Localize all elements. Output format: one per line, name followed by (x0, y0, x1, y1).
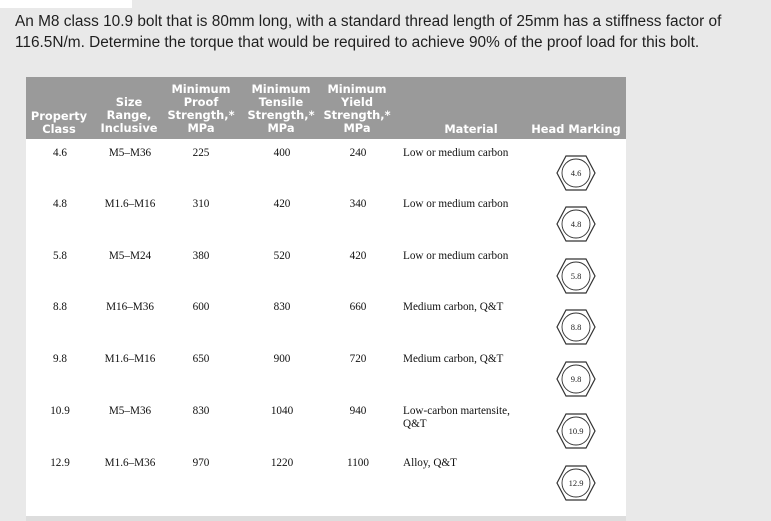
cell-property-class: 9.8 (53, 353, 67, 365)
header-property-class: Property Class (30, 109, 88, 136)
cell-property-class: 12.9 (50, 457, 70, 469)
cell-property-class: 8.8 (53, 301, 67, 313)
cell-property-class: 5.8 (53, 250, 67, 262)
cell-tensile: 1040 (270, 405, 294, 417)
cell-tensile: 900 (273, 353, 291, 365)
head-marking-hex-icon (556, 206, 596, 242)
table-row (26, 147, 626, 198)
table-row (26, 301, 626, 352)
header-proof-strength: Minimum Proof Strength,* MPa (167, 82, 235, 135)
table-row (26, 198, 626, 249)
question-text: An M8 class 10.9 bolt that is 80mm long, with a standard thread length of 25mm has a stiffness factor of 116.5N/m. Determine the torque that would be required to achieve 90% of the proof load for this bolt. (15, 13, 722, 51)
cell-tensile: 520 (273, 250, 291, 262)
cell-material: Low-carbon martensite, Q&T (403, 405, 510, 430)
cell-material: Alloy, Q&T (403, 457, 457, 469)
head-marking-hex-icon (556, 309, 596, 345)
head-marking-hex-icon (556, 361, 596, 397)
cell-yield: 240 (349, 147, 367, 159)
cell-proof: 600 (192, 301, 210, 313)
head-marking-hex-icon (556, 258, 596, 294)
table-row (26, 250, 626, 301)
table-row (26, 405, 626, 456)
cell-size-range: M5–M24 (108, 250, 152, 262)
cell-material: Low or medium carbon (403, 147, 509, 159)
cell-tensile: 830 (273, 301, 291, 313)
head-marking-label: 8.8 (570, 322, 582, 332)
cell-yield: 1100 (347, 457, 369, 469)
cell-tensile: 1220 (270, 457, 294, 469)
cell-material: Medium carbon, Q&T (403, 353, 504, 365)
cell-size-range: M16–M36 (106, 301, 154, 313)
head-marking-label: 10.9 (568, 426, 584, 436)
table-row (26, 353, 626, 404)
cell-proof: 225 (192, 147, 210, 159)
cell-property-class: 4.8 (53, 198, 67, 210)
cell-yield: 940 (349, 405, 367, 417)
cell-proof: 830 (192, 405, 210, 417)
header-head-marking: Head Marking (531, 122, 621, 136)
cell-proof: 380 (192, 250, 210, 262)
top-tab-strip (0, 0, 132, 8)
head-marking-hex-icon (556, 413, 596, 449)
cell-tensile: 420 (273, 198, 291, 210)
head-marking-label: 12.9 (568, 478, 584, 488)
cell-proof: 970 (192, 457, 210, 469)
cell-material: Low or medium carbon (403, 198, 509, 210)
cell-property-class: 4.6 (53, 147, 67, 159)
cell-size-range: M1.6–M36 (104, 457, 156, 469)
bottom-strip (26, 516, 626, 521)
bolt-property-table (26, 77, 626, 521)
header-tensile-strength: Minimum Tensile Strength,* MPa (247, 82, 315, 135)
head-marking-hex-icon (556, 465, 596, 501)
cell-tensile: 400 (273, 147, 291, 159)
cell-size-range: M1.6–M16 (104, 353, 156, 365)
header-material: Material (444, 122, 498, 136)
cell-yield: 340 (349, 198, 367, 210)
cell-yield: 420 (349, 250, 367, 262)
head-marking-hex-icon (556, 155, 596, 191)
table-header (26, 77, 626, 139)
cell-yield: 660 (349, 301, 367, 313)
head-marking-label: 4.8 (570, 219, 582, 229)
header-yield-strength: Minimum Yield Strength,* MPa (323, 82, 391, 135)
head-marking-label: 9.8 (570, 374, 582, 384)
table-row (26, 457, 626, 508)
cell-proof: 310 (192, 198, 210, 210)
cell-yield: 720 (349, 353, 367, 365)
head-marking-label: 5.8 (570, 271, 582, 281)
cell-size-range: M5–M36 (108, 147, 152, 159)
cell-property-class: 10.9 (50, 405, 70, 417)
cell-proof: 650 (192, 353, 210, 365)
cell-size-range: M1.6–M16 (104, 198, 156, 210)
cell-size-range: M5–M36 (108, 405, 152, 417)
cell-material: Medium carbon, Q&T (403, 301, 504, 313)
header-size-range: Size Range, Inclusive (100, 95, 158, 135)
head-marking-label: 4.6 (570, 168, 582, 178)
cell-material: Low or medium carbon (403, 250, 509, 262)
